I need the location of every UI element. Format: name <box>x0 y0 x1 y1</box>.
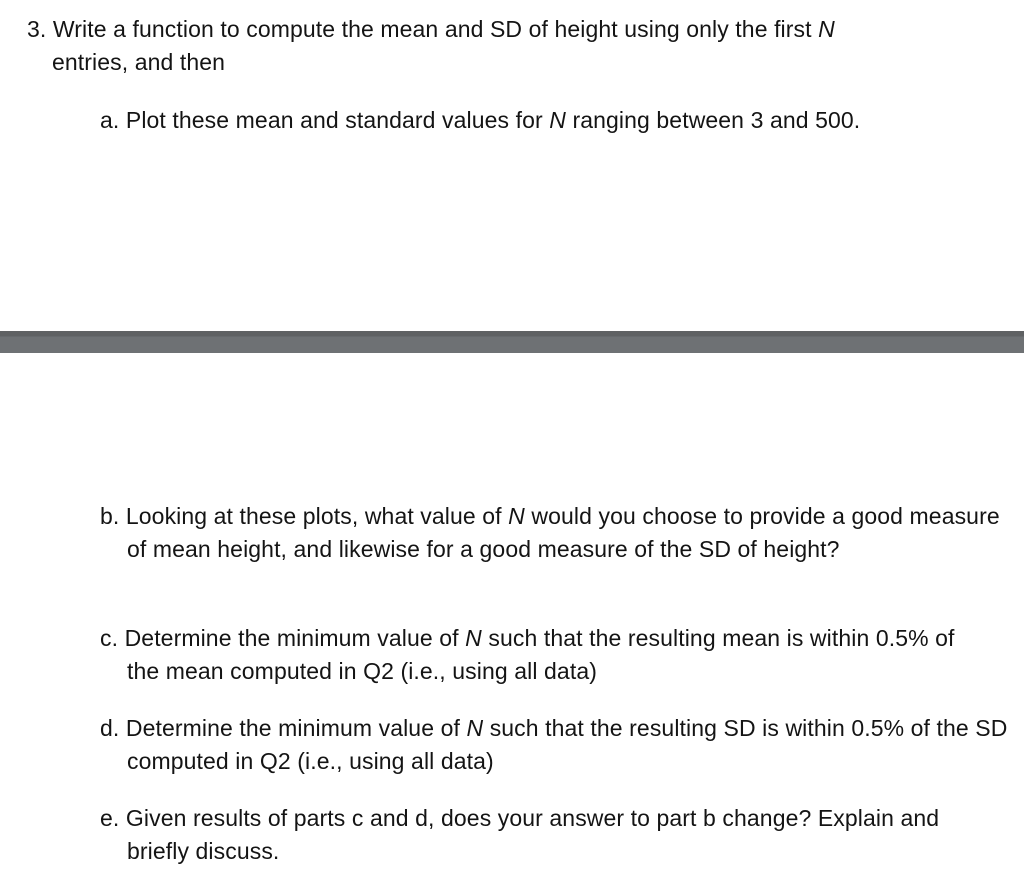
part-c-text-start: Determine the minimum value of <box>124 625 459 651</box>
section-divider <box>0 331 1024 353</box>
part-e <box>100 802 997 868</box>
part-b <box>100 500 1007 566</box>
question-intro-text: Write a function to compute the mean and SD of height using only the first <box>52 16 812 42</box>
part-d <box>100 712 1017 778</box>
part-c-label: c. <box>100 625 119 651</box>
part-d-text-start: Determine the minimum value of <box>125 715 460 741</box>
variable-n: N <box>549 107 566 133</box>
part-e-label: e. <box>100 805 120 831</box>
question-number: 3. <box>27 16 47 42</box>
variable-n: N <box>466 715 484 741</box>
part-a-text-end: ranging between 3 and 500. <box>572 107 861 133</box>
part-a-label: a. <box>100 107 120 133</box>
variable-n: N <box>508 503 525 529</box>
part-e-text: Given results of parts c and d, does your answer to part b change? Explain and briefly discuss. <box>125 805 940 864</box>
variable-n: N <box>465 625 482 651</box>
part-b-text-start: Looking at these plots, what value of <box>125 503 502 529</box>
part-a <box>100 104 980 137</box>
part-b-text-end: would you choose to provide a good measure of mean height, and likewise for a good measure of the SD of height? <box>127 503 1000 562</box>
question-intro-continued: entries, and then <box>52 49 226 75</box>
part-c <box>100 622 987 688</box>
part-c-text-end: such that the resulting mean is within 0.5% of the mean computed in Q2 (i.e., using all data) <box>127 625 955 684</box>
part-d-text-end: such that the resulting SD is within 0.5% of the SD computed in Q2 (i.e., using all data) <box>127 715 1008 774</box>
variable-n: N <box>818 16 835 42</box>
part-b-label: b. <box>100 503 120 529</box>
part-a-text-start: Plot these mean and standard values for <box>125 107 543 133</box>
part-d-label: d. <box>100 715 120 741</box>
question-3-intro <box>27 13 927 79</box>
